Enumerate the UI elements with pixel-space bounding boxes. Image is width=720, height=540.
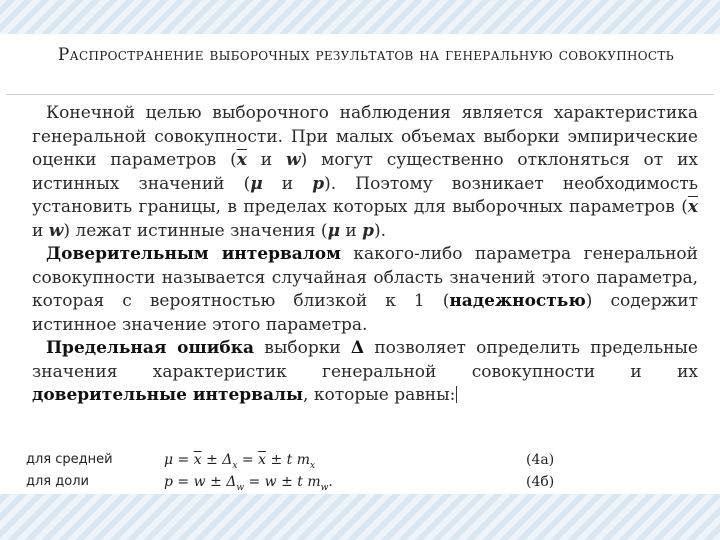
text: ) содержит истинное значение этого параметра.: [32, 291, 698, 335]
text: какого-либо параметра генеральной совокупности называется случайная область значений этого параметра, которая с вероятностью близкой к 1 (: [32, 244, 698, 311]
text: ) лежат истинные значения (: [63, 220, 328, 241]
slide-title: Распространение выборочных результатов на генеральную совокупность: [57, 45, 675, 65]
title-divider: [6, 94, 714, 95]
subscript: x: [310, 460, 316, 471]
symbol-mu: μ: [327, 220, 341, 241]
text: Конечной целью выборочного наблюдения является характеристика генеральной совокупности. При малых объемах выборки эмпирические оценки параметров (: [32, 103, 698, 170]
text: и: [340, 220, 363, 241]
formula-label: для средней: [26, 452, 113, 467]
symbol-x-bar: $\overline{x}$: [687, 197, 698, 217]
subscript: w: [236, 482, 245, 493]
term-confidence-interval: Доверительным интервалом: [46, 244, 341, 264]
formula-row-share: [26, 471, 586, 493]
subscript: w: [320, 482, 329, 493]
term-confidence-intervals: доверительные интервалы: [32, 385, 304, 405]
formula-number: (4а): [526, 452, 555, 468]
text: ± Δ: [201, 452, 233, 468]
formulas: [26, 449, 586, 493]
symbol-delta: Δ: [350, 338, 365, 358]
symbol-mu: μ: [250, 173, 263, 194]
decorative-bottom-stripe: [0, 494, 720, 540]
text: μ =: [164, 452, 194, 468]
text: ).: [374, 220, 387, 241]
text: =: [237, 452, 259, 468]
text: ± t m: [266, 452, 310, 468]
symbol-x-bar: $\overline{x}$: [258, 452, 267, 468]
text: позволяет определить предельные значения характеристик генеральной совокупности и их: [32, 338, 698, 382]
text: и: [32, 220, 49, 241]
text: ) могут существенно отклоняться от их истинных значений (: [32, 150, 698, 194]
symbol-p: p: [362, 220, 375, 241]
term-margin-error: Предельная ошибка: [46, 338, 255, 358]
symbol-w: w: [48, 220, 64, 241]
formula-row-mean: [26, 449, 586, 471]
text: p = w ± Δ: [164, 474, 237, 490]
symbol-w: w: [285, 150, 301, 170]
paragraph-goal: [32, 102, 698, 243]
text: , которые равны:: [303, 385, 456, 405]
paragraph-confidence-interval: [32, 243, 698, 337]
slide: [6, 34, 714, 494]
text: .: [328, 474, 333, 490]
text-cursor: [456, 386, 457, 403]
symbol-x-bar: $\overline{x}$: [193, 452, 202, 468]
term-reliability: надежностью: [449, 291, 586, 311]
text: и: [262, 173, 313, 194]
text: и: [246, 150, 286, 170]
decorative-top-stripe: [0, 0, 720, 34]
text: = w ± t m: [244, 474, 321, 490]
formula-number: (4б): [526, 474, 555, 490]
text: выборки: [254, 338, 351, 358]
symbol-x-bar: $\overline{x}$: [236, 150, 247, 170]
slide-body: [32, 102, 698, 408]
text: ). Поэтому возникает необходимость установить границы, в пределах которых для выборочных параметров (: [32, 173, 698, 217]
formula-label: для доли: [26, 474, 89, 489]
paragraph-margin-error: [32, 337, 698, 408]
subscript: x: [232, 460, 238, 471]
symbol-p: p: [312, 173, 325, 194]
